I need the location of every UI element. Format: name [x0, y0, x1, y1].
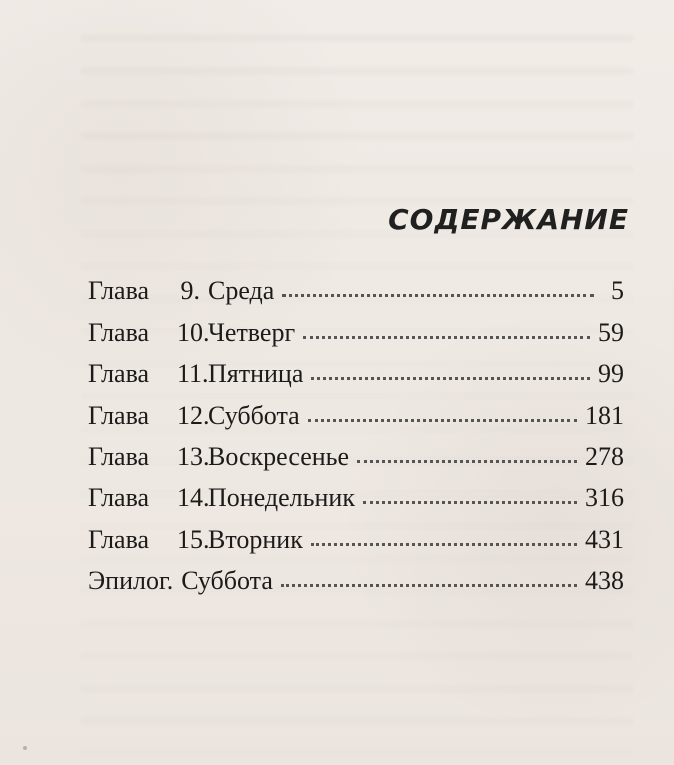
toc-entry-page: 316 — [585, 483, 624, 513]
toc-entry-heading — [88, 524, 303, 554]
toc-entry-title: Воскресенье — [208, 441, 350, 471]
dot-leader — [357, 460, 577, 463]
toc-entry-page: 5 — [611, 276, 624, 306]
toc-entry-label: Эпилог. — [88, 566, 174, 596]
toc-entry-heading — [88, 317, 296, 347]
toc-entry-page: 99 — [598, 359, 624, 389]
toc-entry[interactable] — [88, 387, 624, 428]
toc-entry-heading — [88, 400, 300, 430]
toc-entry-label: Глава — [88, 276, 150, 306]
toc-entry[interactable] — [88, 553, 624, 594]
toc-entry-number: 11. — [177, 359, 209, 389]
table-of-contents — [88, 263, 624, 594]
toc-entry-page: 438 — [585, 566, 624, 596]
toc-entry-heading — [88, 361, 303, 387]
toc-entry-number: 10. — [177, 317, 210, 347]
print-bleed-line — [80, 34, 634, 42]
toc-entry-heading — [88, 441, 350, 471]
toc-entry-number: 15. — [177, 524, 210, 554]
page-title: СОДЕРЖАНИЕ — [388, 203, 629, 236]
toc-entry-title: Пятница — [208, 359, 304, 389]
dot-leader — [363, 501, 577, 504]
print-bleed-line — [80, 165, 634, 173]
toc-entry-page: 278 — [585, 441, 624, 471]
toc-entry-title: Вторник — [208, 524, 303, 554]
toc-entry[interactable] — [88, 263, 624, 304]
toc-entry-number: 13. — [177, 441, 210, 471]
toc-entry-label: Глава — [88, 317, 150, 347]
print-bleed-line — [80, 100, 634, 108]
toc-entry-title: Суббота — [208, 400, 300, 430]
toc-entry[interactable] — [88, 304, 624, 345]
print-bleed-line — [80, 717, 634, 725]
toc-entry-label: Глава — [88, 441, 150, 471]
print-bleed-line — [80, 685, 634, 693]
toc-entry-title: Среда — [208, 276, 275, 306]
print-bleed-line — [80, 67, 634, 75]
print-bleed-line — [80, 620, 634, 628]
toc-entry-title: Понедельник — [208, 483, 355, 513]
toc-entry-title: Четверг — [208, 317, 296, 347]
toc-entry[interactable] — [88, 470, 624, 511]
toc-entry-label: Глава — [88, 524, 150, 554]
toc-entry-heading — [88, 485, 355, 511]
toc-entry-number: 12. — [177, 400, 210, 430]
toc-entry-title: Суббота — [181, 566, 273, 596]
toc-entry-page: 431 — [585, 524, 624, 554]
toc-entry-heading — [88, 278, 274, 304]
dot-leader — [308, 419, 577, 422]
print-bleed-line — [80, 748, 634, 756]
toc-entry[interactable] — [88, 346, 624, 387]
dot-leader — [282, 294, 594, 297]
toc-entry-label: Глава — [88, 359, 150, 389]
toc-entry-label: Глава — [88, 483, 150, 513]
dot-leader — [311, 543, 577, 546]
toc-entry[interactable] — [88, 511, 624, 552]
toc-entry-number: 14. — [177, 483, 210, 513]
print-bleed-line — [80, 132, 634, 140]
toc-entry-page: 59 — [598, 317, 624, 347]
dot-leader — [303, 336, 590, 339]
toc-entry-heading — [88, 568, 273, 594]
print-speck — [23, 746, 27, 750]
dot-leader — [281, 584, 577, 587]
toc-entry[interactable] — [88, 429, 624, 470]
toc-entry-number: 9. — [180, 276, 200, 306]
toc-entry-label: Глава — [88, 400, 150, 430]
print-bleed-line — [80, 652, 634, 660]
toc-entry-page: 181 — [585, 400, 624, 430]
dot-leader — [311, 377, 590, 380]
